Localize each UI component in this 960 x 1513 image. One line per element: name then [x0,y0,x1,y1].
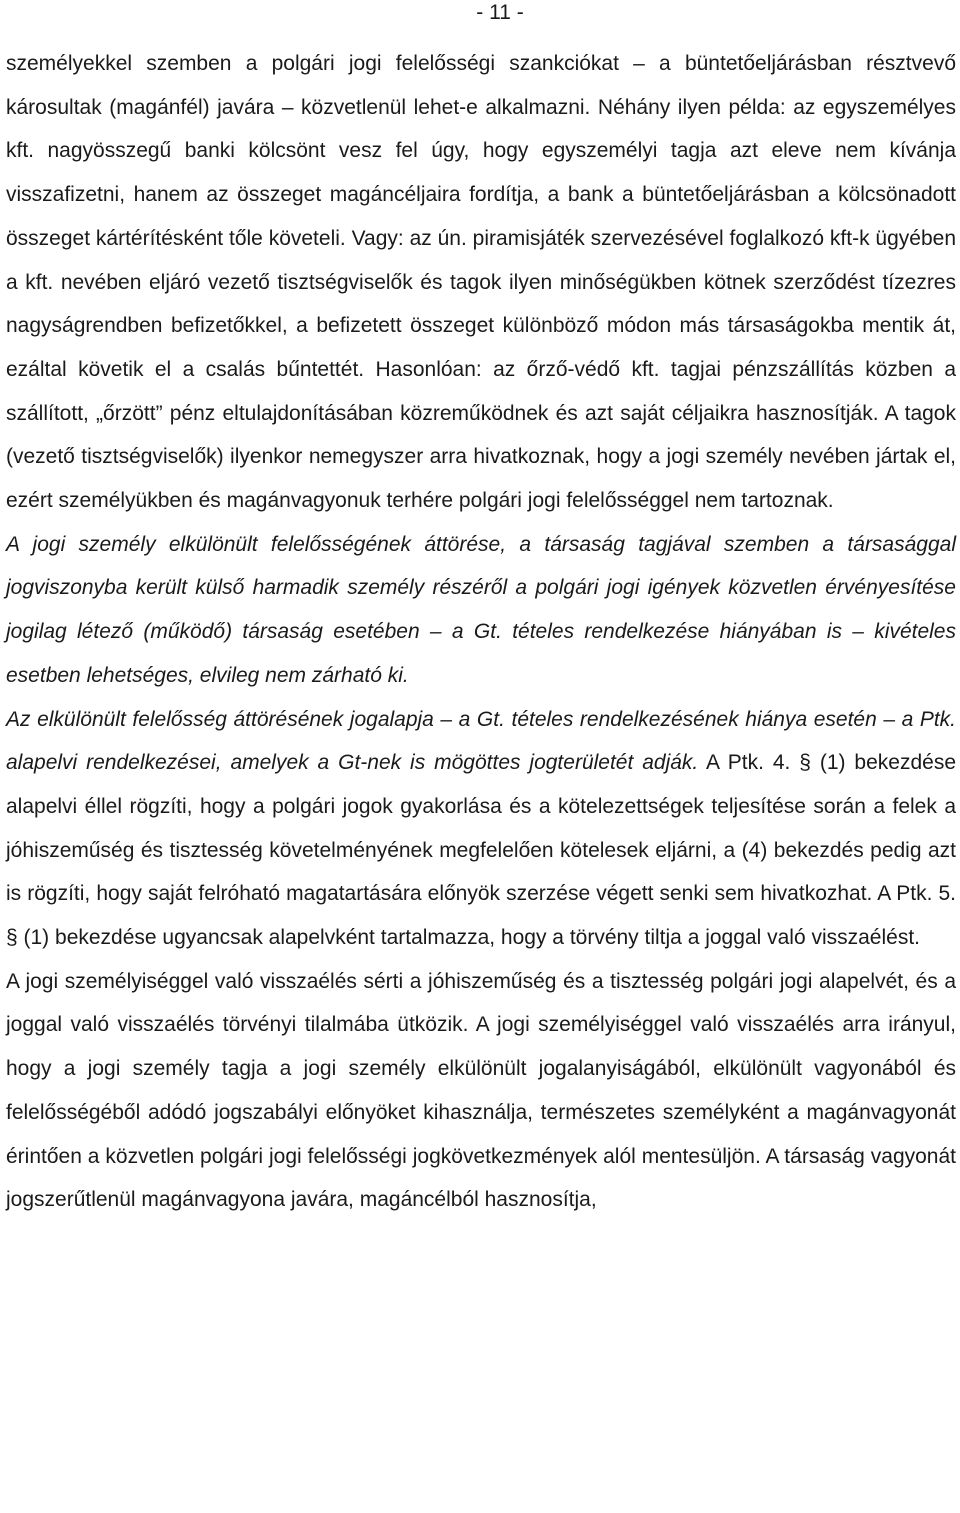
paragraph-1-text: személyekkel szemben a polgári jogi felelősségi szankciókat – a büntetőeljárásban résztvevő károsultak (magánfél) javára – közvetlenül lehet-e alkalmazni. Néhány ilyen példa: az egyszemélyes kft. nagyösszegű banki kölcsönt vesz fel úgy, hogy egyszemélyi tagja azt eleve nem kívánja visszafizetni, hanem az összeget magáncéljaira fordítja, a bank a büntetőeljárásban a kölcsönadott összeget kártérítésként tőle követeli. Vagy: az ún. piramisjáték szervezésével foglalkozó kft-k ügyében a kft. nevében eljáró vezető tisztségviselők és tagok ilyen minőségükben kötnek szerződést tízezres nagyságrendben befizetőkkel, a befizetett összeget különböző módon más társaságokba mentik át, ezáltal követik el a csalás bűntettét. Hasonlóan: az őrző-védő kft. tagjai pénzszállítás közben a szállított, „őrzött” pénz eltulajdonításában közreműködnek és azt saját céljaikra hasznosítják. A tagok (vezető tisztségviselők) ilyenkor nemegyszer arra hivatkoznak, hogy a jogi személy nevében jártak el, ezért személyükben és magánvagyonuk terhére polgári jogi felelősséggel nem tartoznak. [6,52,956,513]
paragraph-3-italic-text: Az elkülönült felelősség áttörésének jogalapja – a Gt. tételes rendelkezésének hiánya esetén – a Ptk. alapelvi rendelkezései, amelyek a Gt-nek is mögöttes jogterületét adják. [6,707,956,775]
paragraph-4-text: A jogi személyiséggel való visszaélés sérti a jóhiszeműség és a tisztesség polgári jogi alapelvét, és a joggal való visszaélés törvényi tilalmába ütközik. A jogi személyiséggel való visszaélés arra irányul, hogy a jogi személy tagja a jogi személy elkülönült jogalanyiságából, elkülönült vagyonából és felelősségéből adódó jogszabályi előnyöket kihasználja, természetes személyként a magánvagyonát érintően a közvetlen polgári jogi felelősségi jogkövetkezmények alól mentesüljön. A társaság vagyonát jogszerűtlenül magánvagyona javára, magáncélból hasznosítja, [6,969,956,1212]
paragraph-1 [6,42,956,523]
page-number: - 11 - [476,1,524,24]
paragraph-4 [6,960,956,1222]
paragraph-2 [6,523,956,698]
paragraph-2-text: A jogi személy elkülönült felelősségének áttörése, a társaság tagjával szemben a társasággal jogviszonyba került külső harmadik személy részéről a polgári jogi igények közvetlen érvényesítése jogilag létező (működő) társaság esetében – a Gt. tételes rendelkezése hiányában is – kivételes esetben lehetséges, elvileg nem zárható ki. [6,532,956,687]
paragraph-3-text: A Ptk. 4. § (1) bekezdése alapelvi éllel rögzíti, hogy a polgári jogok gyakorlása és a kötelezettségek teljesítése során a felek a jóhiszeműség és tisztesség követelményének megfelelően kötelesek eljárni, a (4) bekezdés pedig azt is rögzíti, hogy saját felróható magatartására előnyök szerzése végett senki sem hivatkozhat. A Ptk. 5. § (1) bekezdése ugyancsak alapelvként tartalmazza, hogy a törvény tiltja a joggal való visszaélést. [6,751,956,950]
paragraph-3 [6,698,956,960]
document-body [6,42,956,1222]
